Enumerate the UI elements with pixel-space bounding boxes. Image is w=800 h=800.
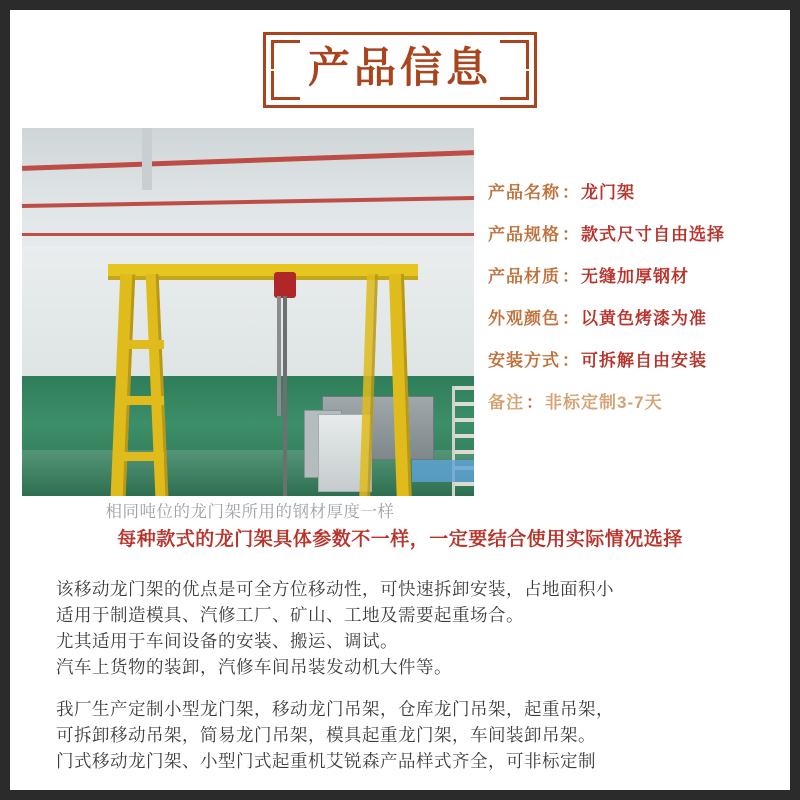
gantry-crane-photo <box>22 128 474 496</box>
description-line: 该移动龙门架的优点是可全方位移动性，可快速拆卸安装，占地面积小 <box>56 579 614 599</box>
corner-ornament-top-right <box>500 40 529 69</box>
product-range-line: 我厂生产定制小型龙门架，移动龙门吊架，仓库龙门吊架，起重吊架， <box>56 699 614 719</box>
spec-label: 产品材质 <box>488 267 560 286</box>
spec-row-material <box>488 262 780 287</box>
spec-row-specification <box>488 220 780 245</box>
spec-label: 产品名称 <box>488 183 560 202</box>
photo-ceiling-beam <box>22 233 474 236</box>
hoist-chain-secondary <box>277 296 281 416</box>
spec-value: 可拆解自由安装 <box>581 351 707 370</box>
spec-row-product-name <box>488 178 780 203</box>
spec-colon: ： <box>562 267 579 286</box>
gantry-rung <box>118 340 164 349</box>
description-block <box>56 576 766 774</box>
spec-list <box>488 178 780 430</box>
spec-colon: ： <box>562 309 579 328</box>
description-line: 尤其适用于车间设备的安装、搬运、调试。 <box>56 631 398 651</box>
spec-colon: ： <box>562 225 579 244</box>
corner-ornament-top-left <box>271 40 300 69</box>
gantry-rung <box>118 396 164 405</box>
spec-value: 以黄色烤漆为准 <box>581 309 707 328</box>
chain-hoist <box>274 272 296 298</box>
description-line: 汽车上货物的装卸，汽修车间吊装发动机大件等。 <box>56 657 452 677</box>
spec-row-remark <box>488 388 780 413</box>
highlight-caption: 每种款式的龙门架具体参数不一样，一定要结合使用实际情况选择 <box>117 529 683 550</box>
photo-pallet <box>412 460 474 482</box>
paragraph-spacer <box>56 680 766 696</box>
spec-label: 外观颜色 <box>488 309 560 328</box>
spec-label: 产品规格 <box>488 225 560 244</box>
spec-value: 龙门架 <box>581 183 635 202</box>
hoist-chain <box>283 296 287 496</box>
photo-ceiling <box>22 128 474 246</box>
photo-ceiling-duct <box>142 128 152 190</box>
corner-ornament-bottom-left <box>271 71 300 100</box>
spec-label: 备注 <box>488 393 524 412</box>
spec-colon: ： <box>562 183 579 202</box>
spec-row-color <box>488 304 780 329</box>
spec-value: 款式尺寸自由选择 <box>581 225 725 244</box>
description-line: 适用于制造模具、汽修工厂、矿山、工地及需要起重场合。 <box>56 605 524 625</box>
title-frame <box>263 32 537 108</box>
title-banner <box>10 32 790 108</box>
page-title: 产品信息 <box>307 43 492 92</box>
spec-value: 无缝加厚钢材 <box>581 267 689 286</box>
spec-value: 非标定制3-7天 <box>545 393 663 412</box>
spec-colon: ： <box>526 393 543 412</box>
photo-caption: 相同吨位的龙门架所用的钢材厚度一样 <box>105 503 395 521</box>
gantry-rung <box>118 452 164 461</box>
product-range-line: 门式移动龙门架、小型门式起重机艾锐森产品样式齐全，可非标定制 <box>56 751 596 771</box>
product-info-page <box>10 10 790 790</box>
product-range-line: 可拆卸移动吊架，简易龙门吊架，模具起重龙门架，车间装卸吊架。 <box>56 725 596 745</box>
spec-row-installation <box>488 346 780 371</box>
spec-label: 安装方式 <box>488 351 560 370</box>
spec-colon: ： <box>562 351 579 370</box>
corner-ornament-bottom-right <box>500 71 529 100</box>
